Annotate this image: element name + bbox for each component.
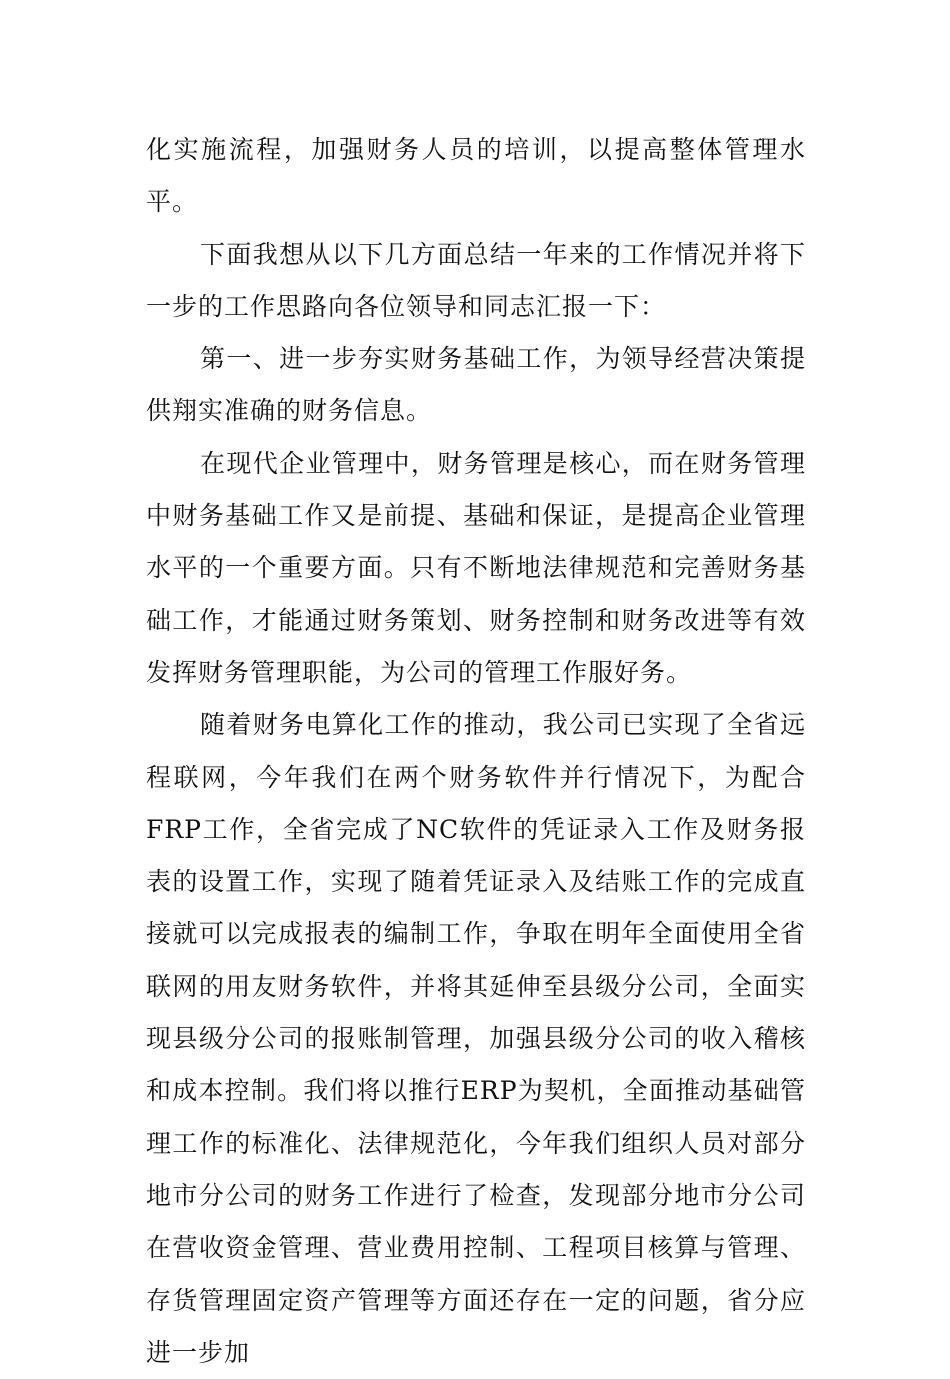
paragraph-intro: 下面我想从以下几方面总结一年来的工作情况并将下一步的工作思路向各位领导和同志汇报一下： [146,239,806,321]
document-body [146,124,806,1379]
paragraph-continuation: 化实施流程，加强财务人员的培训，以提高整体管理水平。 [146,135,806,217]
paragraph-modern-management: 在现代企业管理中，财务管理是核心，而在财务管理中财务基础工作又是前提、基础和保证，是提高企业管理水平的一个重要方面。只有不断地法律规范和完善财务基础工作，才能通过财务策划、财务控制和财务改进等有效发挥财务管理职能，为公司的管理工作服好务。 [146,448,806,687]
paragraph-point-one: 第一、进一步夯实财务基础工作，为领导经营决策提供翔实准确的财务信息。 [146,344,806,426]
paragraph-computerization: 随着财务电算化工作的推动，我公司已实现了全省远程联网，今年我们在两个财务软件并行情况下，为配合FRP工作，全省完成了NC软件的凭证录入工作及财务报表的设置工作，实现了随着凭证录入及结账工作的完成直接就可以完成报表的编制工作，争取在明年全面使用全省联网的用友财务软件，并将其延伸至县级分公司，全面实现县级分公司的报账制管理，加强县级分公司的收入稽核和成本控制。我们将以推行ERP为契机，全面推动基础管理工作的标准化、法律规范化，今年我们组织人员对部分地市分公司的财务工作进行了检查，发现部分地市分公司在营收资金管理、营业费用控制、工程项目核算与管理、存货管理固定资产管理等方面还存在一定的问题，省分应进一步加 [146,710,806,1367]
